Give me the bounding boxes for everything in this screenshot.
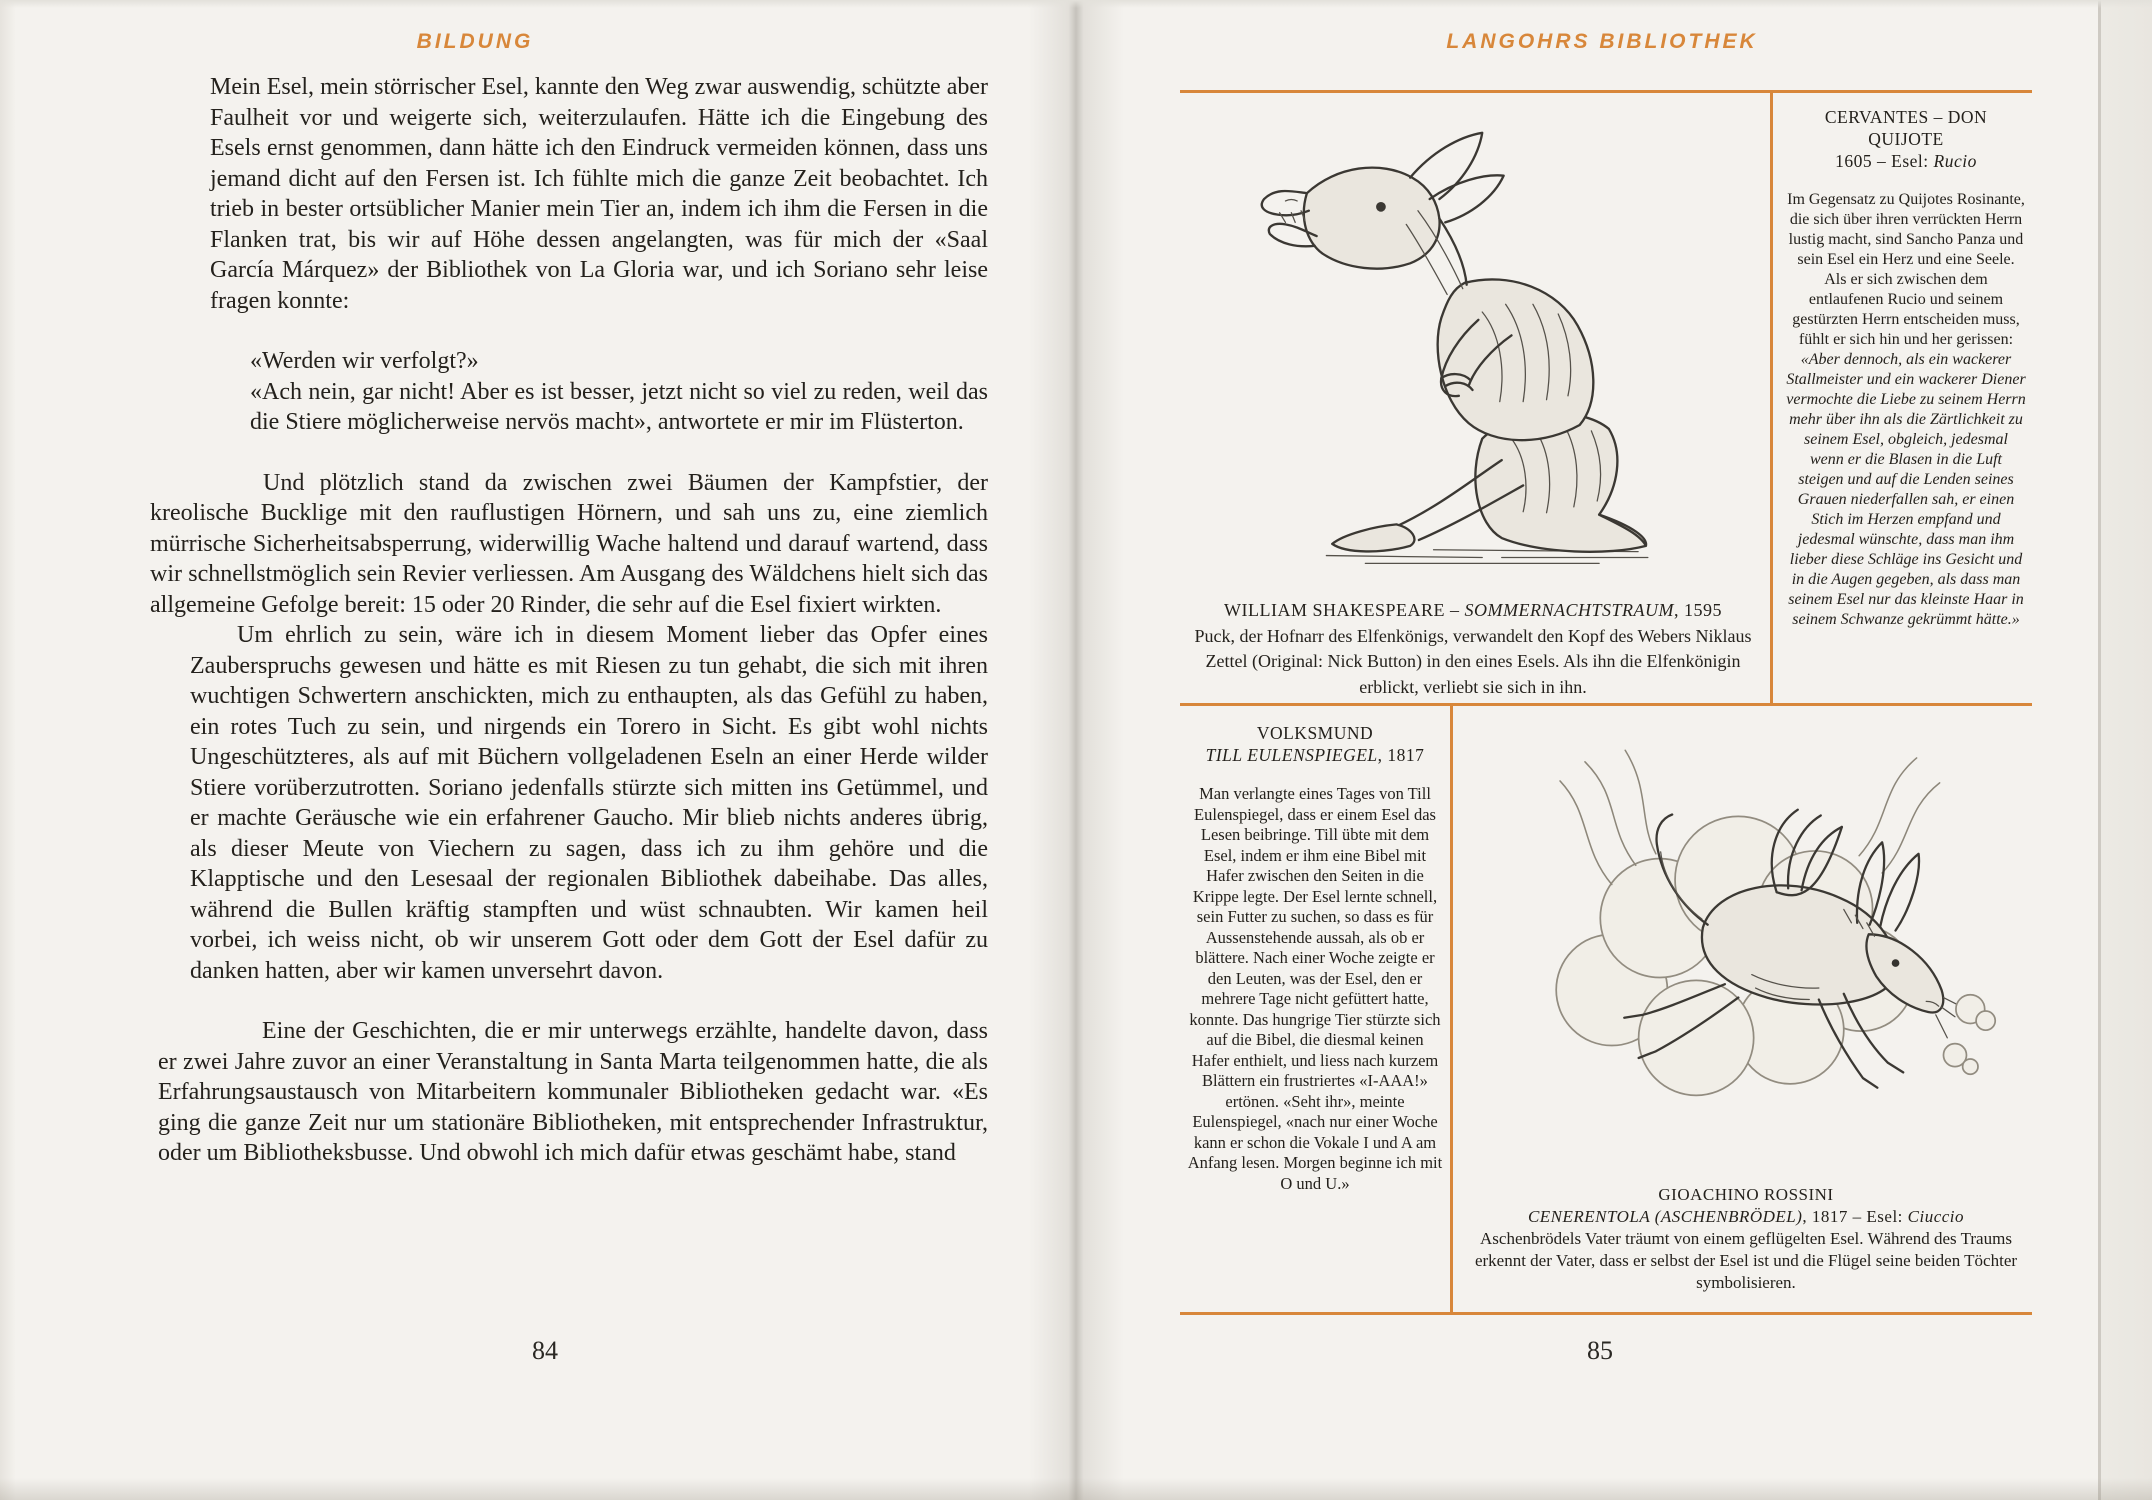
paragraph: Eine der Geschichten, die er mir unterwegs erzählte, handelte davon, dass er zwei Jahre zuvor an einer Veranstaltung in Santa Marta teilgenommen hatte, die als Erfahrungsaustausch von Mitarbeitern kommunaler Bibliotheken gedacht war. «Es ging die ganze Zeit nur um stationäre Bibliotheken, mit entsprechender Infrastruktur, oder um Bibliotheksbusse. Und obwohl ich mich dafür etwas geschämt habe, stand	[158, 1018, 988, 1166]
caption-year: , 1595	[1674, 600, 1722, 620]
teeth	[1280, 211, 1305, 223]
rossini-caption	[1462, 1184, 2030, 1294]
cervantes-subtitle: 1605 – Esel:	[1835, 151, 1934, 171]
cervantes-quote: «Aber dennoch, als ein wackerer Stallmeister und ein wackerer Diener vermochte die Liebe zu seinem Herrn mehr über ihn als die Zärtlichkeit zu seinem Esel, obgleich, jedesmal wenn er die Blasen in die Luft steigen und auf die Lenden seines Grauen niederfallen sah, er einen Stich im Herzen empfand und jedesmal wünschte, dass man ihm lieber diese Schläge ins Gesicht und in die Augen gegeben, als dass man seinem Esel nur das kleinste Haar in seinem Schwanze gekrümmt hätte.»	[1786, 351, 2026, 628]
bottom-page-edge	[0, 1478, 2152, 1500]
right-page-edge	[2101, 0, 2152, 1500]
right-page-edge-line	[2098, 0, 2101, 1500]
bottom-donkey-illustration	[1190, 112, 1755, 590]
top-page-edge	[0, 0, 2152, 8]
dialogue-line: «Ach nein, gar nicht! Aber es ist besser, jetzt nicht so viel zu reden, weil das die Stiere möglicherweise nervös macht», antwortete er mir im Flüsterton.	[250, 378, 988, 435]
page-gutter-shadow	[1028, 0, 1124, 1500]
right-running-head: LANGOHRS BIBLIOTHEK	[1446, 30, 1758, 53]
bray-puffs	[1936, 995, 1995, 1075]
volksmund-section	[1186, 722, 1444, 1194]
donkey-head	[1304, 168, 1440, 269]
left-page-edge	[0, 0, 16, 1500]
cervantes-title	[1786, 106, 2026, 172]
cervantes-title-line1: CERVANTES – DON QUIJOTE	[1824, 107, 1988, 149]
middle-rule	[1180, 703, 2032, 706]
vertical-rule-row1	[1770, 90, 1773, 706]
eye	[1892, 959, 1900, 967]
nostril	[1285, 200, 1297, 201]
caption-donkey-name: Ciuccio	[1907, 1207, 1965, 1226]
slipper	[1332, 524, 1414, 551]
top-rule	[1180, 90, 2032, 93]
flying-donkey-illustration	[1468, 716, 2024, 1168]
volksmund-body: Man verlangte eines Tages von Till Eulenspiegel, dass er einem Esel das Lesen beibringe. Till übte mit dem Esel, indem er ihm eine Bibel mit Hafer zwischen den Seiten in die Krippe legte. Der Esel lernte schnell, sein Futter zu suchen, so dass es für Aussenstehende aussah, als ob er blättere. Nach einer Woche zeigte er den Leuten, was der Esel, den er mehrere Tage nicht gefüttert hatte, konnte. Das hungrige Tier stürzte sich auf die Bibel, die diesmal keinen Hafer enthielt, und liess nach kurzem Blättern ein frustriertes «I-AAA!» ertönen. «Seht ihr», meinte Eulenspiegel, «nach nur einer Woche kann er schon die Vokale I und A am Anfang lesen. Morgen beginne ich mit O und U.»	[1187, 784, 1443, 1193]
volksmund-work-title: TILL EULENSPIEGEL	[1205, 745, 1378, 765]
eye	[1376, 202, 1386, 212]
caption-text: Puck, der Hofnarr des Elfenkönigs, verwandelt den Kopf des Webers Niklaus Zettel (Original: Nick Button) in den eines Esels. Als ihn die Elfenkönigin erblickt, verliebt sie sich in ihn.	[1194, 625, 1752, 697]
ear-front	[1880, 854, 1919, 931]
cervantes-text: Im Gegensatz zu Quijotes Rosinante, die sich über ihren verrückten Herrn lustig macht, sind Sancho Panza und sein Esel ein Herz und eine Seele. Als er sich zwischen dem entlaufenen Rucio und seinem gestürzten Herrn entscheiden muss, fühlt er sich hin und her gerissen:	[1787, 191, 2025, 348]
caption-work-title: CENERENTOLA (ASCHENBRÖDEL)	[1527, 1207, 1803, 1226]
winged-donkey-drawing	[1468, 716, 2024, 1168]
caption-composer: GIOACHINO ROSSINI	[1658, 1185, 1834, 1204]
bottom-rule	[1180, 1312, 2032, 1315]
right-page-number: 85	[1587, 1336, 1613, 1365]
caption-year: , 1817 – Esel:	[1802, 1207, 1908, 1226]
paragraph: Und plötzlich stand da zwischen zwei Bäumen der Kampfstier, der kreolische Bucklige mit den rauflustigen Hörnern, und sah uns zu, eine ziemlich mürrische Sicherheitsabsperrung, widerwillig Wache haltend und darauf wartend, dass wir schnellstmöglich sein Revier verliessen. Am Ausgang des Wäldchens hielt sich das allgemeine Gefolge bereit: 15 oder 20 Rinder, die sehr auf die Esel fixiert wirkten.	[150, 469, 988, 618]
volksmund-title	[1186, 722, 1444, 766]
paragraph: Mein Esel, mein störrischer Esel, kannte den Weg zwar auswendig, schützte aber Faulheit vor und weigerte sich, weiterzulaufen. Hätte ich die Eingebung des Esels ernst genommen, dann hätte ich den Eindruck vermeiden können, dass uns jemand dicht auf den Fersen ist. Ich fühlte mich die ganze Zeit beobachtet. Ich trieb in bester ortsüblicher Manier mein Tier an, indem ich ihm die Fersen in die Flanken trat, bis wir auf Höhe dessen angelangten, was für mich der «Saal García Márquez» der Bibliothek von La Gloria war, und ich Soriano sehr leise fragen konnte:	[210, 74, 988, 314]
cervantes-body	[1786, 190, 2026, 630]
volksmund-title-line1: VOLKSMUND	[1256, 723, 1374, 743]
left-page-number: 84	[532, 1336, 558, 1365]
caption-text: Aschenbrödels Vater träumt von einem geflügelten Esel. Während des Traums erkennt der Vater, dass er selbst der Esel ist und die Flügel seine beiden Töchter symbolisieren.	[1474, 1229, 2018, 1292]
cervantes-donkey-name: Rucio	[1933, 151, 1977, 171]
dialogue-line: «Werden wir verfolgt?»	[250, 348, 479, 374]
shakespeare-caption	[1184, 598, 1762, 700]
volksmund-year: , 1817	[1377, 745, 1425, 765]
paragraph: Um ehrlich zu sein, wäre ich in diesem Moment lieber das Opfer eines Zauberspruchs gewesen und hätte es mit Riesen zu tun gehabt, die sich mit ihren wuchtigen Schwertern anschickten, mich zu enthaupten, als das Gefühl zu haben, ein rotes Tuch zu sein, und nirgends ein Torero in Sicht. Es gibt wohl nichts Ungeschützteres, als auf mit Büchern vollgeladenen Eseln an einer Herde wilder Stiere vorüberzutrotten. Soriano jedenfalls stürzte sich mitten ins Getümmel, und er machte Geräusche wie ein erfahrener Gaucho. Mir blieb nichts anderes übrig, als dieser Meute von Viechern zu sagen, dass ich zu ihm gehöre und die Klapptische und den Lesesaal der regionalen Bibliothek dabeihabe. Das alles, während die Bullen kräftig stampften und wüst schnaubten. Wir kamen heil vorbei, ich weiss nicht, ob wir unserem Gott oder dem Gott der Esel dafür zu danken hatten, aber wir kamen unversehrt davon.	[190, 622, 988, 984]
left-body-text	[150, 72, 988, 1169]
left-running-head: BILDUNG	[416, 30, 534, 53]
donkey-headed-man-drawing	[1190, 112, 1755, 590]
caption-author: WILLIAM SHAKESPEARE –	[1224, 600, 1465, 620]
vertical-rule-row2	[1450, 703, 1453, 1315]
cervantes-section	[1786, 106, 2026, 630]
caption-work-title: SOMMERNACHTSTRAUM	[1464, 600, 1674, 620]
